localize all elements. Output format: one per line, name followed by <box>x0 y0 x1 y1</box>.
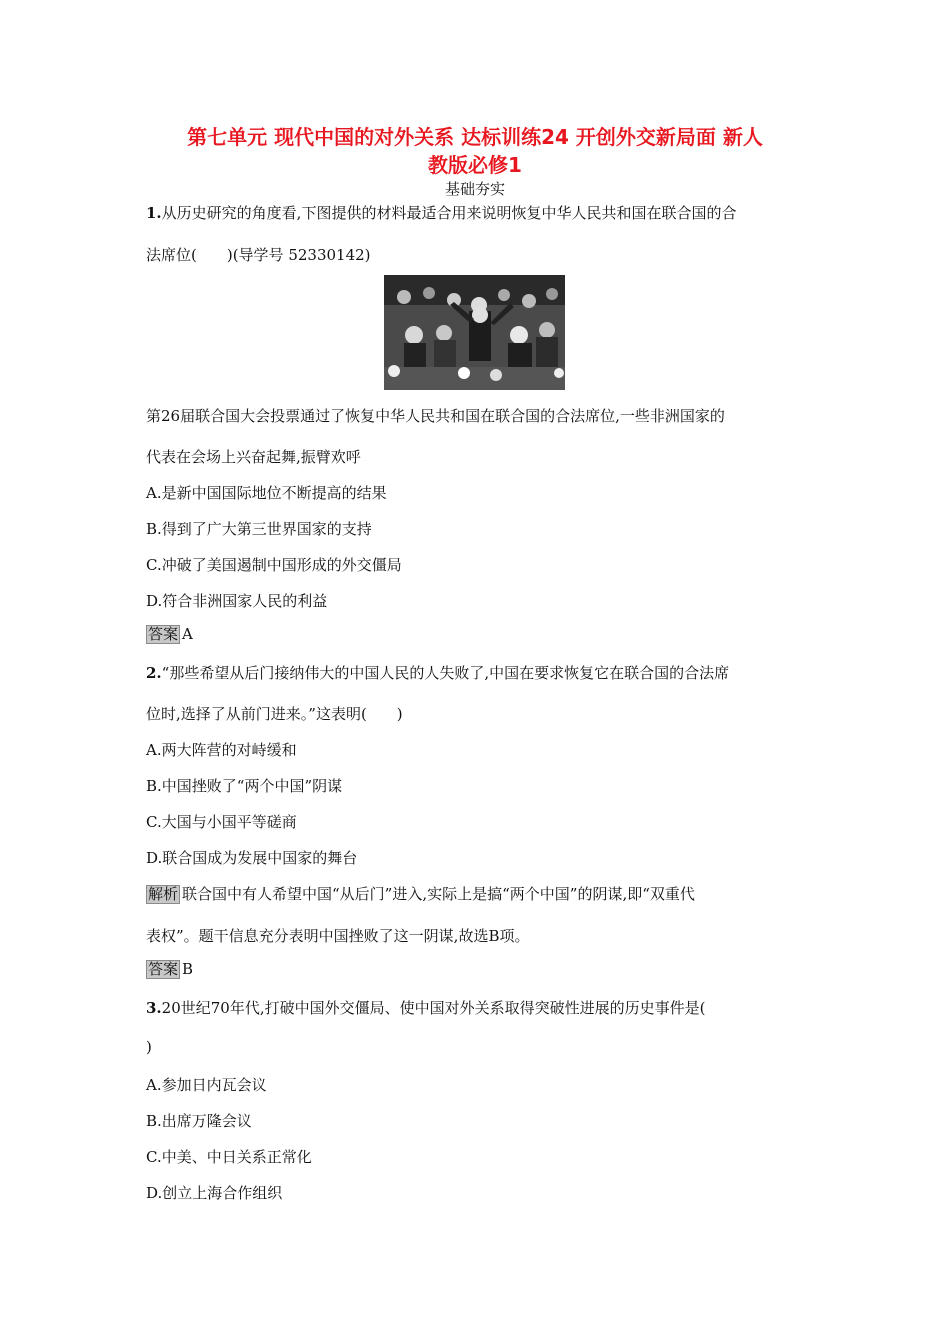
crowd-photo-image <box>384 275 565 390</box>
question-number: 2. <box>146 664 162 682</box>
question-2-stem <box>146 662 729 683</box>
section-heading: 基础夯实 <box>444 180 505 198</box>
question-2-stem-cont: 位时,选择了从前门进来。”这表明( ) <box>146 705 403 723</box>
question-3-option-a: A.参加日内瓦会议 <box>146 1076 267 1094</box>
question-3-option-b: B.出席万隆会议 <box>146 1112 252 1130</box>
question-2-option-c: C.大国与小国平等磋商 <box>146 813 297 831</box>
question-2-option-a: A.两大阵营的对峙缓和 <box>146 741 297 759</box>
question-number: 1. <box>146 204 162 222</box>
question-2-answer <box>146 960 193 979</box>
question-1-option-b: B.得到了广大第三世界国家的支持 <box>146 520 372 538</box>
question-text: 从历史研究的角度看,下图提供的材料最适合用来说明恢复中华人民共和国在联合国的合 <box>161 204 737 222</box>
answer-tag: 答案 <box>148 625 179 643</box>
question-1-answer <box>146 625 193 644</box>
question-1-stem <box>146 202 736 223</box>
answer-tag: 答案 <box>148 960 179 978</box>
question-3-stem-cont: ) <box>146 1038 152 1056</box>
question-1-caption: 第26届联合国大会投票通过了恢复中华人民共和国在联合国的合法席位,一些非洲国家的 <box>146 407 725 425</box>
question-3-option-d: D.创立上海合作组织 <box>146 1184 283 1202</box>
question-2-analysis <box>146 883 695 904</box>
question-1-caption-cont: 代表在会场上兴奋起舞,振臂欢呼 <box>146 448 361 466</box>
question-2-analysis-cont: 表权”。题干信息充分表明中国挫败了这一阴谋,故选B项。 <box>146 927 530 945</box>
question-3-option-c: C.中美、中日关系正常化 <box>146 1148 312 1166</box>
document-title-line-2: 教版必修1 <box>428 153 522 177</box>
question-1-option-c: C.冲破了美国遏制中国形成的外交僵局 <box>146 556 402 574</box>
question-1-stem-cont: 法席位( )(导学号 52330142) <box>146 246 371 264</box>
answer-value: B <box>182 960 194 978</box>
question-1-option-a: A.是新中国国际地位不断提高的结果 <box>146 484 387 502</box>
question-2-option-d: D.联合国成为发展中国家的舞台 <box>146 849 358 867</box>
question-number: 3. <box>146 999 162 1017</box>
question-2-option-b: B.中国挫败了“两个中国”阴谋 <box>146 777 343 795</box>
analysis-tag: 解析 <box>148 885 179 903</box>
question-1-option-d: D.符合非洲国家人民的利益 <box>146 592 328 610</box>
question-text: 20世纪70年代,打破中国外交僵局、使中国对外关系取得突破性进展的历史事件是( <box>161 999 706 1017</box>
historical-photo <box>384 275 565 390</box>
question-3-stem <box>146 997 705 1018</box>
answer-value: A <box>182 625 193 643</box>
question-text: “那些希望从后门接纳伟大的中国人民的人失败了,中国在要求恢复它在联合国的合法席 <box>161 664 730 682</box>
analysis-text: 联合国中有人希望中国“从后门”进入,实际上是搞“两个中国”的阴谋,即“双重代 <box>182 885 695 903</box>
document-title-line-1: 第七单元 现代中国的对外关系 达标训练24 开创外交新局面 新人 <box>187 125 763 149</box>
